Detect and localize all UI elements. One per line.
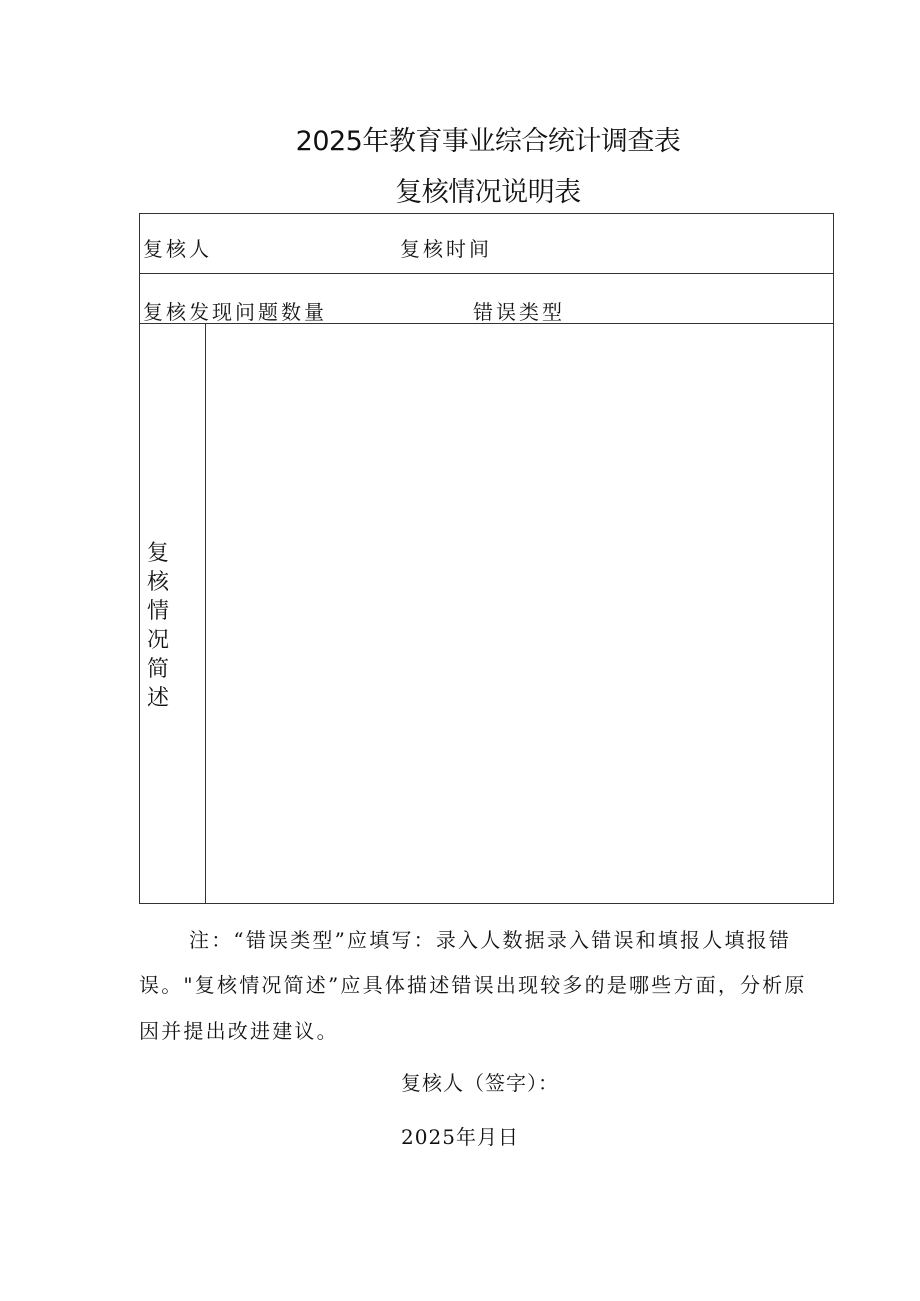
error-type-label: 错误类型 [473,300,565,324]
summary-field[interactable] [206,324,833,903]
signature-label: 复核人（签字）： [401,1071,559,1095]
summary-label [144,539,172,713]
note-line: 因并提出改进建议。 [139,1019,339,1043]
date-line: 2025年月日 [401,1125,519,1149]
page-title: 2025年教育事业综合统计调查表 [295,126,681,157]
review-form-table [139,213,834,904]
issue-count-label: 复核发现问题数量 [143,300,327,324]
summary-label-char: 核 [146,570,169,595]
summary-label-char: 述 [146,686,169,711]
page-subtitle: 复核情况说明表 [395,177,581,208]
summary-label-char: 情 [146,599,169,624]
summary-label-char: 复 [146,541,169,566]
summary-label-char: 简 [146,657,169,682]
note-line: 注：“错误类型”应填写：录入人数据录入错误和填报人填报错 [189,928,792,952]
note-line: 误。"复核情况简述”应具体描述错误出现较多的是哪些方面，分析原 [139,973,807,997]
reviewer-label: 复核人 [143,237,212,261]
review-time-label: 复核时间 [400,237,492,261]
row-divider [140,273,833,274]
summary-label-char: 况 [146,628,169,653]
